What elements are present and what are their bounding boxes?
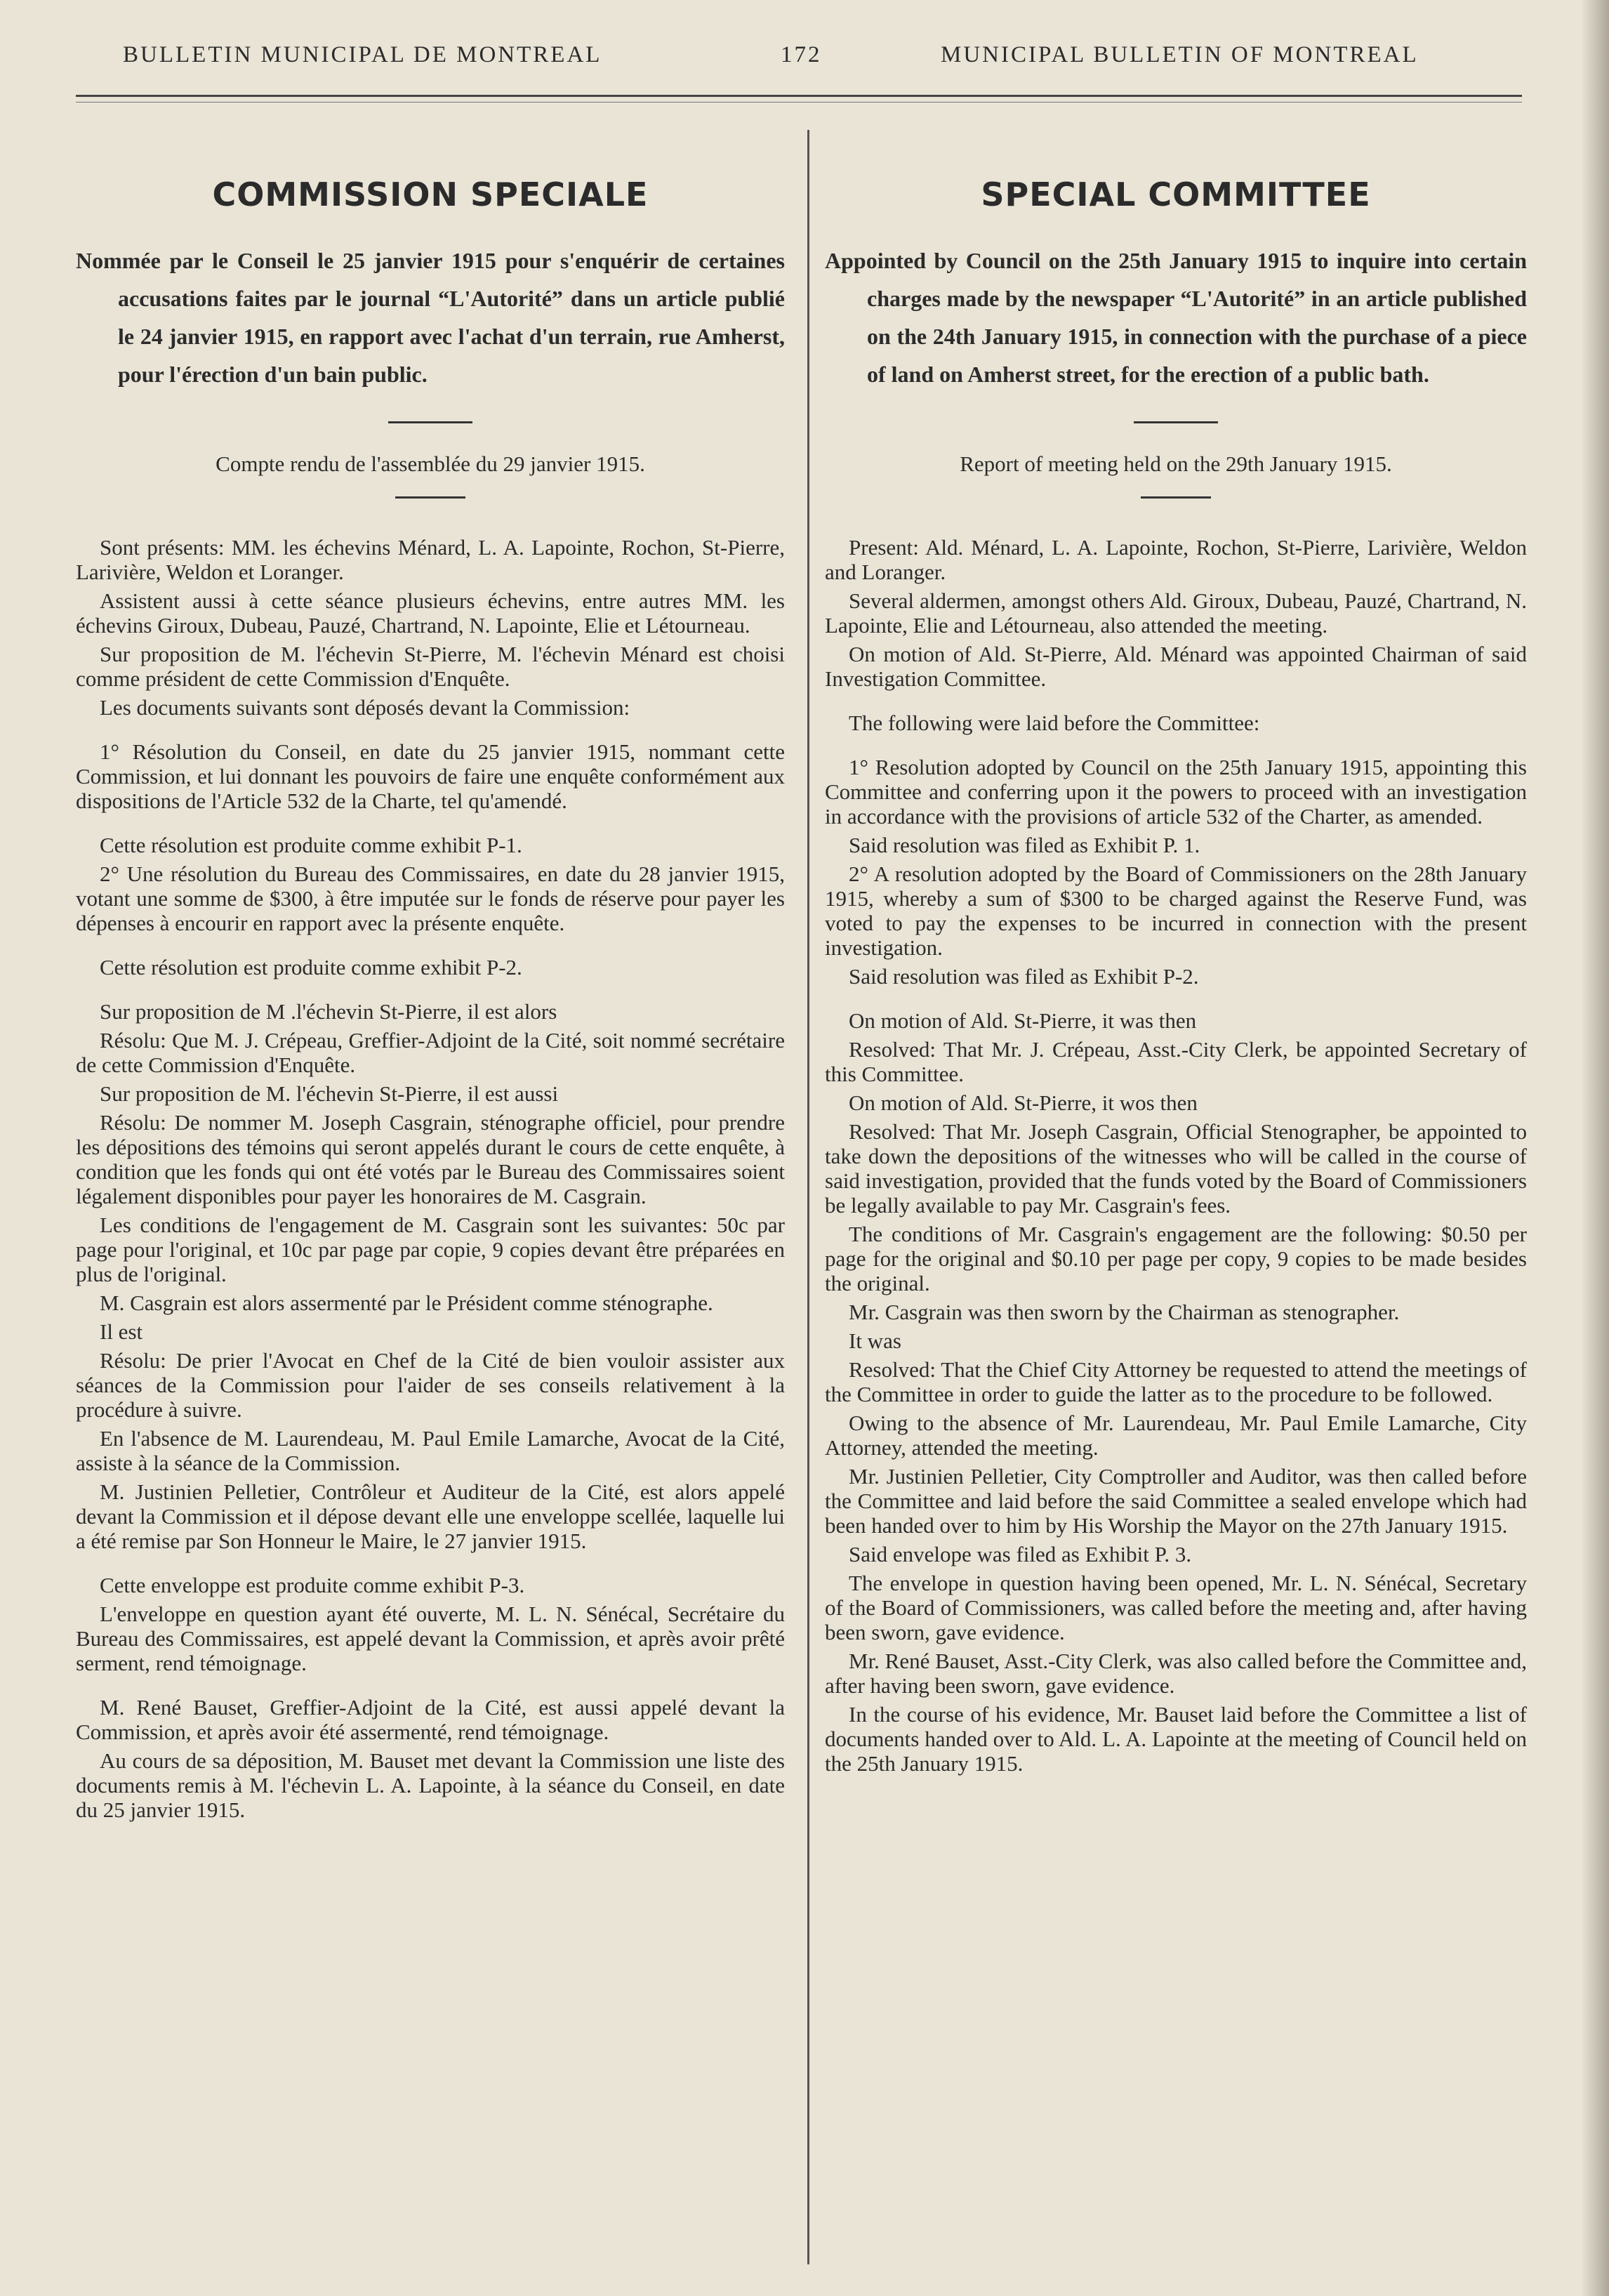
english-paragraph: Owing to the absence of Mr. Laurendeau, Mr. Paul Emile Lamarche, City Attorney, attended the meeting. — [825, 1411, 1527, 1460]
english-paragraph: 2° A resolution adopted by the Board of Commissioners on the 28th January 1915, whereby a sum of $300 to be charged against the Reserve Fund, was voted to pay the expenses to be incurred in connection with the present investigation. — [825, 862, 1527, 960]
english-paragraph: 1° Resolution adopted by Council on the 25th January 1915, appointing this Committee and conferring upon it the powers to proceed with an investigation in accordance with the provisions of article 532 of the Charter, as amended. — [825, 755, 1527, 829]
english-title: SPECIAL COMMITTEE — [981, 176, 1371, 213]
header-english-title: MUNICIPAL BULLETIN OF MONTREAL — [941, 42, 1419, 67]
french-paragraph: Les conditions de l'engagement de M. Casgrain sont les suivantes: 50c par page pour l'original, et 10c par page par copie, 9 copies devant être préparées en plus de l'original. — [76, 1213, 785, 1286]
page-edge-shadow — [1581, 0, 1609, 2296]
french-paragraph: Sont présents: MM. les échevins Ménard, L. A. Lapointe, Rochon, St-Pierre, Larivière, Weldon et Loranger. — [76, 535, 785, 584]
separator-rule — [395, 496, 465, 499]
separator-rule — [1134, 421, 1218, 423]
page-number: 172 — [781, 42, 822, 67]
french-paragraph: Il est — [100, 1319, 143, 1344]
french-paragraph: Résolu: De nommer M. Joseph Casgrain, sténographe officiel, pour prendre les dépositions des témoins qui seront appelés durant le cours de cette enquête, à condition que les fonds qui ont été votés par le Bureau des Commissaires soient légalement disponibles pour payer les honoraires de M. Casgrain. — [76, 1110, 785, 1208]
english-paragraph: Resolved: That the Chief City Attorney be requested to attend the meetings of the Committee in order to guide the latter as to the procedure to be followed. — [825, 1357, 1527, 1406]
running-header — [0, 42, 1609, 84]
french-paragraph: Sur proposition de M. l'échevin St-Pierre, il est aussi — [100, 1081, 559, 1106]
english-paragraph: Said resolution was filed as Exhibit P. 1. — [849, 833, 1200, 857]
french-paragraph: M. René Bauset, Greffier-Adjoint de la Cité, est aussi appelé devant la Commission, et après avoir été assermenté, rend témoignage. — [76, 1695, 785, 1744]
french-paragraph: Sur proposition de M .l'échevin St-Pierre, il est alors — [100, 999, 557, 1024]
french-paragraph: En l'absence de M. Laurendeau, M. Paul Emile Lamarche, Avocat de la Cité, assiste à la séance de la Commission. — [76, 1426, 785, 1475]
french-report-line: Compte rendu de l'assemblée du 29 janvier 1915. — [216, 451, 645, 476]
english-paragraph: Resolved: That Mr. Joseph Casgrain, Official Stenographer, be appointed to take down the depositions of the witnesses who will be called in the course of said investigation, provided that the funds voted by the Board of Commissioners be legally available to pay Mr. Casgrain's fees. — [825, 1119, 1527, 1218]
english-report-line: Report of meeting held on the 29th January 1915. — [960, 451, 1392, 476]
separator-rule — [1141, 496, 1211, 499]
english-intro: Appointed by Council on the 25th January 1915 to inquire into certain charges made by the newspaper “L'Autorité” in an article published on the 24th January 1915, in connection with the purchase of a piece of land on Amherst street, for the erection of a public bath. — [825, 248, 1527, 387]
header-rule-thin — [76, 102, 1522, 103]
english-paragraph: Mr. Casgrain was then sworn by the Chairman as stenographer. — [849, 1300, 1400, 1324]
french-title: COMMISSION SPECIALE — [212, 176, 649, 213]
french-paragraph: M. Justinien Pelletier, Contrôleur et Auditeur de la Cité, est alors appelé devant la Commission et il dépose devant elle une enveloppe scellée, laquelle lui a été remise par Son Honneur le Maire, le 27 janvier 1915. — [76, 1479, 785, 1553]
french-paragraph: 2° Une résolution du Bureau des Commissaires, en date du 28 janvier 1915, votant une somme de $300, à être imputée sur le fonds de réserve pour payer les dépenses à encourir en rapport avec la présente enquête. — [76, 862, 785, 935]
french-paragraph: Au cours de sa déposition, M. Bauset met devant la Commission une liste des documents remis à M. l'échevin L. A. Lapointe, à la séance du Conseil, en date du 25 janvier 1915. — [76, 1748, 785, 1822]
english-paragraph: On motion of Ald. St-Pierre, Ald. Ménard was appointed Chairman of said Investigation Committee. — [825, 642, 1527, 691]
english-paragraph: Said envelope was filed as Exhibit P. 3. — [849, 1542, 1192, 1566]
english-paragraph: The conditions of Mr. Casgrain's engagement are the following: $0.50 per page for the original and $0.10 per page per copy, 9 copies to be made besides the original. — [825, 1222, 1527, 1295]
french-paragraph: Résolu: Que M. J. Crépeau, Greffier-Adjoint de la Cité, soit nommé secrétaire de cette Commission d'Enquête. — [76, 1028, 785, 1077]
french-column — [76, 176, 785, 1826]
english-paragraph: Mr. René Bauset, Asst.-City Clerk, was also called before the Committee and, after having been sworn, gave evidence. — [825, 1649, 1527, 1698]
french-paragraph: Les documents suivants sont déposés devant la Commission: — [100, 695, 630, 720]
french-paragraph: Cette résolution est produite comme exhibit P-1. — [100, 833, 522, 857]
french-paragraph: 1° Résolution du Conseil, en date du 25 janvier 1915, nommant cette Commission, et lui donnant les pouvoirs de faire une enquête conformément aux dispositions de l'Article 532 de la Charte, tel qu'amendé. — [76, 739, 785, 813]
french-paragraph: Cette résolution est produite comme exhibit P-2. — [100, 955, 522, 979]
english-paragraph: Present: Ald. Ménard, L. A. Lapointe, Rochon, St-Pierre, Larivière, Weldon and Loranger. — [825, 535, 1527, 584]
english-paragraph: On motion of Ald. St-Pierre, it wos then — [849, 1090, 1198, 1115]
header-french-title: BULLETIN MUNICIPAL DE MONTREAL — [123, 42, 602, 67]
french-paragraph: L'enveloppe en question ayant été ouverte, M. L. N. Sénécal, Secrétaire du Bureau des Commissaires, est appelé devant la Commission, et après avoir prêté serment, rend témoignage. — [76, 1602, 785, 1675]
separator-rule — [388, 421, 472, 423]
english-paragraph: Several aldermen, amongst others Ald. Giroux, Dubeau, Pauzé, Chartrand, N. Lapointe, Elie and Létourneau, also attended the meeting. — [825, 588, 1527, 638]
english-paragraph: Said resolution was filed as Exhibit P-2. — [849, 964, 1199, 989]
french-paragraph: Résolu: De prier l'Avocat en Chef de la Cité de bien vouloir assister aux séances de la Commission pour l'aider de ses conseils relativement à la procédure à suivre. — [76, 1348, 785, 1422]
english-paragraph: Mr. Justinien Pelletier, City Comptroller and Auditor, was then called before the Committee and laid before the said Committee a sealed envelope which had been handed over to him by His Worship the Mayor on the 27th January 1915. — [825, 1464, 1527, 1538]
french-intro: Nommée par le Conseil le 25 janvier 1915 pour s'enquérir de certaines accusations faites par le journal “L'Autorité” dans un article publié le 24 janvier 1915, en rapport avec l'achat d'un terrain, rue Amherst, pour l'érection d'un bain public. — [76, 248, 785, 387]
french-paragraph: Sur proposition de M. l'échevin St-Pierre, M. l'échevin Ménard est choisi comme président de cette Commission d'Enquête. — [76, 642, 785, 691]
column-divider — [807, 130, 809, 2264]
french-paragraph: Assistent aussi à cette séance plusieurs échevins, entre autres MM. les échevins Giroux, Dubeau, Pauzé, Chartrand, N. Lapointe, Elie et Létourneau. — [76, 588, 785, 638]
english-paragraph: Resolved: That Mr. J. Crépeau, Asst.-City Clerk, be appointed Secretary of this Committee. — [825, 1037, 1527, 1086]
english-paragraph: It was — [849, 1328, 901, 1353]
english-paragraph: The following were laid before the Committee: — [849, 711, 1260, 735]
english-column — [825, 176, 1527, 1780]
french-paragraph: Cette enveloppe est produite comme exhibit P-3. — [100, 1573, 525, 1597]
header-rule — [76, 95, 1522, 97]
english-paragraph: In the course of his evidence, Mr. Bauset laid before the Committee a list of documents handed over to Ald. L. A. Lapointe at the meeting of Council held on the 25th January 1915. — [825, 1702, 1527, 1776]
french-paragraph: M. Casgrain est alors assermenté par le Président comme sténographe. — [100, 1291, 713, 1315]
english-paragraph: On motion of Ald. St-Pierre, it was then — [849, 1008, 1197, 1033]
english-paragraph: The envelope in question having been opened, Mr. L. N. Sénécal, Secretary of the Board of Commissioners, was called before the meeting and, after having been sworn, gave evidence. — [825, 1571, 1527, 1644]
